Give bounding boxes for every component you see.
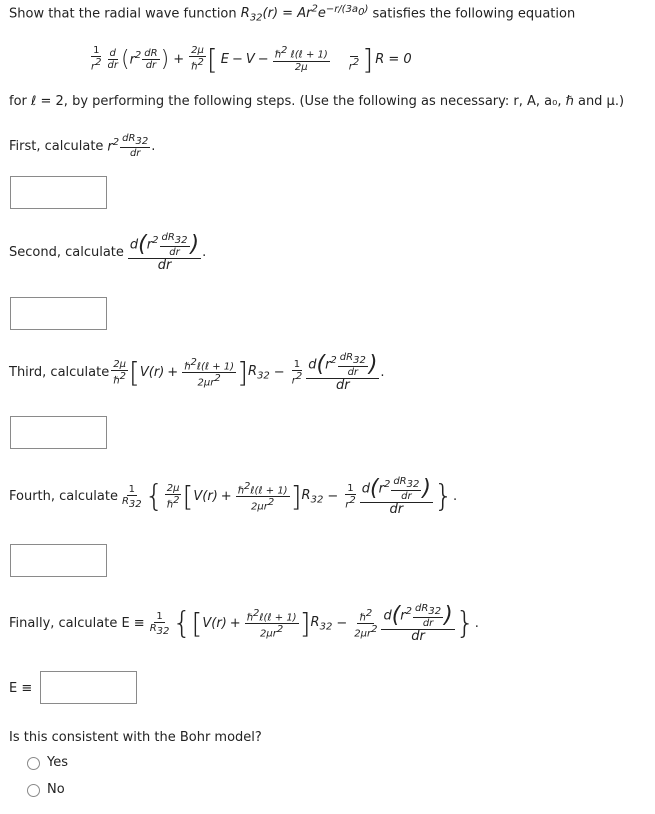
radio-no[interactable] xyxy=(27,784,40,797)
step-final-label: Finally, calculate E ≡ xyxy=(9,616,145,631)
step-first: First, calculate $r^2$ $\frac{dR_{32}}{dr}$ . xyxy=(9,133,156,159)
step-fourth: Fourth, calculate $\frac{1}{R_{32}}$ { $\frac{2\mu}{\hbar^2}$ [ V(r) + $\frac{\hbar^2\ell(\ell + 1)}{2\mu r^2}$ ] $R_{32}$ − $\frac{1}{r^2}$ $d(r^2$ $\frac{dR_{32}}{dr}$ ) dr } . xyxy=(9,476,458,517)
energy-answer-input[interactable] xyxy=(40,671,137,704)
radial-equation: $\frac{1}{r^2}$ $\frac{d}{dr}$ ( $r^2$ $\frac{dR}{dr}$ ) + $\frac{2\mu}{\hbar^2}$ [ E − V − $\frac{\hbar^2 \ell(\ell + 1)}{2\mu}$ $r^2$ ] R = 0 xyxy=(91,42,412,76)
option-no-label[interactable]: No xyxy=(47,782,65,797)
wave-function: $R_{32}(r) = Ar^2e^{-r/(3a_0)}$ xyxy=(240,4,369,24)
radio-yes[interactable] xyxy=(27,757,40,770)
step-third-label: Third, calculate xyxy=(9,365,110,380)
step-third: Third, calculate $\frac{2\mu}{\hbar^2}$ [ V(r) + $\frac{\hbar^2\ell(\ell + 1)}{2\mu r^2}$ ] $R_{32}$ − $\frac{1}{r^2}$ $d(r^2$ $\frac{dR_{32}}{dr}$ ) dr . xyxy=(9,352,385,393)
condition-text: for ℓ = 2, by performing the following steps. (Use the following as necessary: r, A, a₀, ℏ and μ.) xyxy=(9,94,625,109)
bohr-question: Is this consistent with the Bohr model? xyxy=(9,730,262,745)
e-label: E ≡ xyxy=(9,681,33,696)
equation-rhs: R = 0 xyxy=(375,51,412,67)
intro-prefix: Show that the radial wave function xyxy=(9,6,237,22)
fourth-answer-input[interactable] xyxy=(10,544,107,577)
step-second-label: Second, calculate xyxy=(9,245,124,260)
step-second: Second, calculate $d(r^2$ $\frac{dR_{32}}{dr}$ ) dr . xyxy=(9,232,207,273)
step-final: Finally, calculate E ≡ $\frac{1}{R_{32}}$ { [ V(r) + $\frac{\hbar^2\ell(\ell + 1)}{2\mu r^2}$ ] $R_{32}$ − $\frac{\hbar^2}{2\mu r^2}$ $d(r^2$ $\frac{dR_{32}}{dr}$ ) dr } . xyxy=(9,603,479,644)
step-first-label: First, calculate xyxy=(9,138,104,154)
option-yes-label[interactable]: Yes xyxy=(47,755,68,770)
step-fourth-label: Fourth, calculate xyxy=(9,489,118,504)
problem-statement xyxy=(9,4,575,24)
second-answer-input[interactable] xyxy=(10,297,107,330)
first-answer-input[interactable] xyxy=(10,176,107,209)
intro-suffix: satisfies the following equation xyxy=(372,6,576,22)
third-answer-input[interactable] xyxy=(10,416,107,449)
